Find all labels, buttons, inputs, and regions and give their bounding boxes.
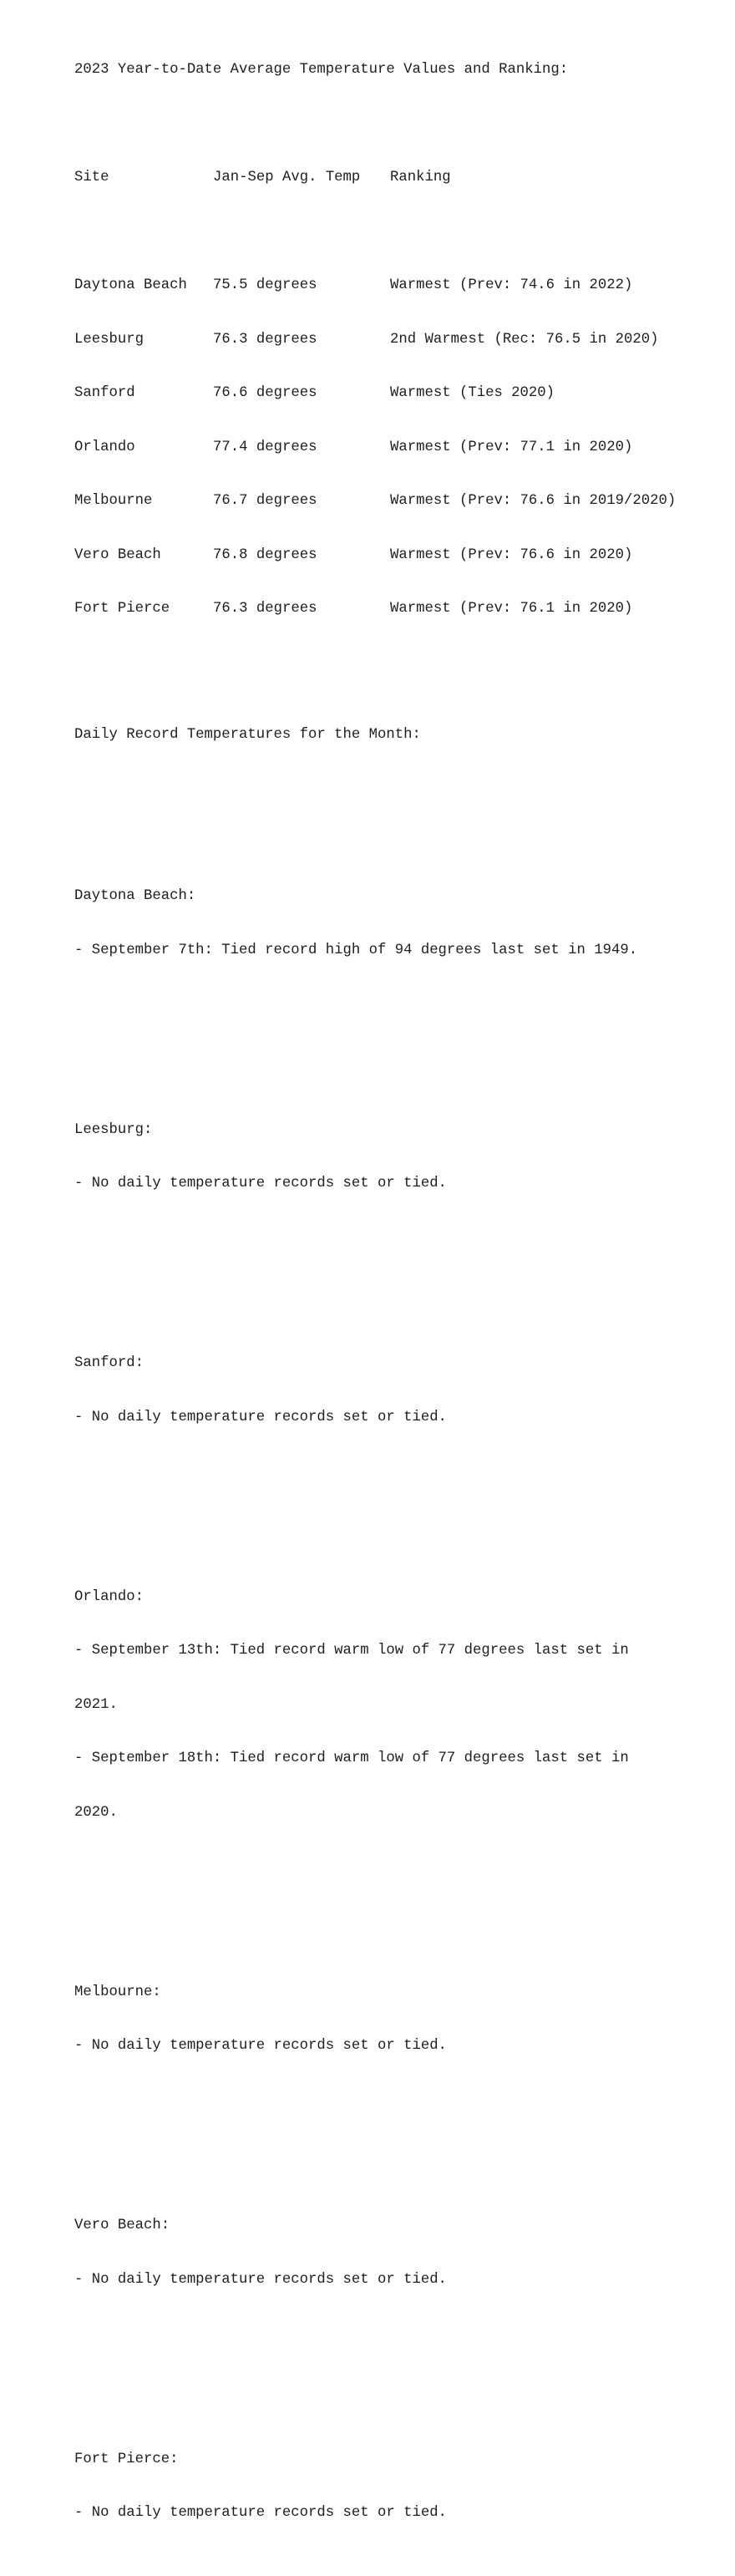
table-row: [74, 439, 676, 457]
table-row: [74, 546, 676, 565]
record-line: - No daily temperature records set or tied.: [74, 2505, 447, 2521]
temp-cell: 75.5 degrees: [213, 277, 317, 293]
header-ranking: Ranking: [390, 170, 451, 185]
site-name: Leesburg:: [74, 1121, 153, 1138]
site-cell: Melbourne: [74, 493, 153, 509]
temp-cell: 76.8 degrees: [213, 546, 317, 563]
temp-cell: 76.6 degrees: [213, 385, 317, 401]
header-site: Site: [74, 170, 109, 185]
document: [74, 25, 676, 2576]
site-name: Orlando:: [74, 1588, 144, 1605]
daily-site-daytona: [74, 851, 676, 995]
temp-cell: 76.3 degrees: [213, 331, 317, 348]
site-cell: Daytona Beach: [74, 277, 187, 293]
daily-site-leesburg: [74, 1085, 676, 1229]
site-name: Fort Pierce:: [74, 2451, 179, 2467]
ranking-cell: Warmest (Ties 2020): [390, 385, 555, 401]
ranking-cell: Warmest (Prev: 76.6 in 2019/2020): [390, 493, 677, 509]
daily-site-melbourne: [74, 1948, 676, 2091]
site-name: Daytona Beach:: [74, 888, 196, 904]
ranking-cell: 2nd Warmest (Rec: 76.5 in 2020): [390, 331, 659, 348]
daily-site-orlando: [74, 1552, 676, 1858]
site-cell: Fort Pierce: [74, 601, 170, 617]
site-cell: Sanford: [74, 385, 135, 401]
temp-cell: 77.4 degrees: [213, 439, 317, 455]
site-name: Sanford:: [74, 1355, 144, 1371]
record-line: - No daily temperature records set or tied.: [74, 2271, 447, 2288]
record-line: - No daily temperature records set or tied.: [74, 2038, 447, 2054]
ranking-cell: Warmest (Prev: 76.1 in 2020): [390, 601, 633, 617]
daily-site-fort-pierce: [74, 2415, 676, 2558]
daily-site-sanford: [74, 1318, 676, 1462]
table-row: [74, 600, 676, 618]
record-line: - September 13th: Tied record warm low of 77 degrees last set in: [74, 1643, 629, 1659]
page-title: 2023 Year-to-Date Average Temperature Values and Ranking:: [74, 62, 569, 78]
daily-site-vero-beach: [74, 2181, 676, 2324]
temp-cell: 76.3 degrees: [213, 601, 317, 617]
record-line: 2021.: [74, 1696, 118, 1713]
table-header: [74, 169, 676, 187]
ranking-cell: Warmest (Prev: 77.1 in 2020): [390, 439, 633, 455]
record-line: - No daily temperature records set or tied.: [74, 1176, 447, 1191]
site-cell: Orlando: [74, 439, 135, 455]
record-line: - September 18th: Tied record warm low of 77 degrees last set in: [74, 1750, 629, 1766]
table-row: [74, 331, 676, 349]
record-line: - No daily temperature records set or tied.: [74, 1409, 447, 1425]
site-cell: Vero Beach: [74, 546, 161, 563]
temp-cell: 76.7 degrees: [213, 493, 317, 509]
table-row: [74, 384, 676, 403]
table-row: [74, 277, 676, 295]
site-cell: Leesburg: [74, 331, 144, 348]
record-line: 2020.: [74, 1804, 118, 1821]
ranking-cell: Warmest (Prev: 76.6 in 2020): [390, 546, 633, 563]
record-line: - September 7th: Tied record high of 94 degrees last set in 1949.: [74, 942, 638, 958]
site-name: Melbourne:: [74, 1984, 161, 2000]
ranking-cell: Warmest (Prev: 74.6 in 2022): [390, 277, 633, 293]
daily-records-heading: Daily Record Temperatures for the Month:: [74, 726, 421, 743]
header-temp: Jan-Sep Avg. Temp: [213, 170, 361, 185]
site-name: Vero Beach:: [74, 2218, 170, 2233]
table-row: [74, 492, 676, 511]
